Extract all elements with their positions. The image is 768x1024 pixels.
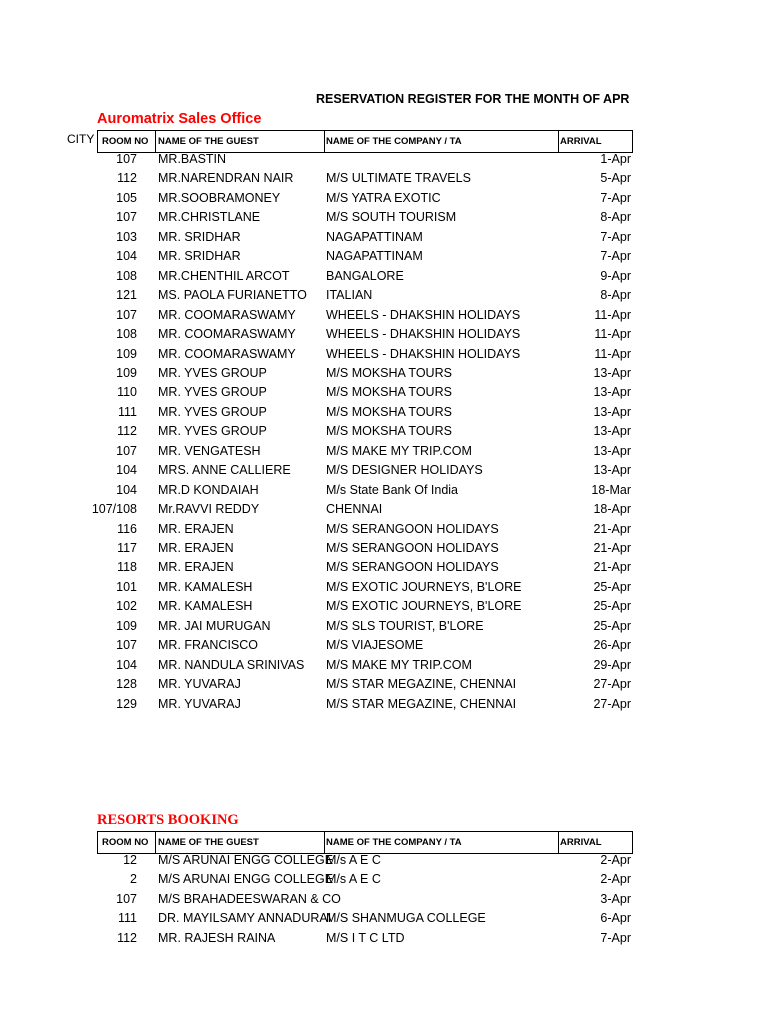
company-cell: M/S YATRA EXOTIC: [326, 190, 441, 205]
arrival-cell: 21-Apr: [593, 521, 631, 536]
arrival-cell: 7-Apr: [600, 930, 631, 945]
arrival-cell: 21-Apr: [593, 560, 631, 575]
table-row: [0, 891, 768, 911]
room-no-cell: 116: [117, 521, 137, 536]
table-row: [0, 930, 768, 950]
guest-name-cell: MR. KAMALESH: [158, 599, 253, 614]
guest-name-cell: M/S ARUNAI ENGG COLLEGE: [158, 872, 334, 887]
guest-name-cell: MRS. ANNE CALLIERE: [158, 463, 291, 478]
room-no-cell: 128: [116, 677, 137, 692]
company-cell: M/s State Bank Of India: [326, 482, 459, 497]
table-row: [0, 482, 768, 502]
room-no-cell: 111: [117, 911, 137, 926]
table-row: [0, 618, 768, 638]
table-row: [0, 384, 768, 404]
guest-name-cell: MR. FRANCISCO: [158, 638, 258, 653]
arrival-cell: 29-Apr: [593, 657, 631, 672]
arrival-cell: 13-Apr: [593, 385, 631, 400]
company-cell: M/S SERANGOON HOLIDAYS: [326, 560, 499, 575]
room-no-cell: 104: [116, 249, 137, 264]
header-arrival: ARRIVAL: [560, 136, 602, 147]
company-cell: ITALIAN: [326, 288, 373, 303]
company-cell: M/S SLS TOURIST, B'LORE: [326, 618, 484, 633]
room-no-cell: 101: [116, 579, 137, 594]
guest-name-cell: MR. YUVARAJ: [158, 696, 241, 711]
guest-name-cell: Mr.RAVVI REDDY: [158, 502, 260, 517]
guest-name-cell: MR. YUVARAJ: [158, 677, 241, 692]
room-no-cell: 117: [117, 541, 137, 555]
company-cell: M/S ULTIMATE TRAVELS: [326, 171, 471, 186]
room-no-cell: 104: [116, 482, 137, 497]
room-no-cell: 108: [116, 327, 137, 342]
arrival-cell: 13-Apr: [593, 463, 631, 478]
company-cell: M/S SOUTH TOURISM: [326, 210, 457, 225]
table-row: [0, 501, 768, 521]
city-table-header: [97, 130, 633, 153]
company-cell: M/s A E C: [326, 853, 381, 867]
table-row: [0, 598, 768, 618]
table-row: [0, 248, 768, 268]
guest-name-cell: MR. YVES GROUP: [158, 404, 267, 419]
guest-name-cell: M/S BRAHADEESWARAN & CO: [158, 891, 341, 906]
arrival-cell: 11-Apr: [594, 327, 631, 342]
guest-name-cell: MR. JAI MURUGAN: [158, 618, 271, 633]
company-cell: M/S MOKSHA TOURS: [326, 365, 452, 380]
table-row: [0, 404, 768, 424]
guest-name-cell: MR. SRIDHAR: [158, 249, 241, 264]
guest-name-cell: MR.NARENDRAN NAIR: [158, 171, 294, 186]
table-row: [0, 579, 768, 599]
arrival-cell: 13-Apr: [593, 443, 631, 458]
table-row: [0, 871, 768, 891]
company-cell: M/S EXOTIC JOURNEYS, B'LORE: [326, 599, 522, 614]
room-no-cell: 107: [116, 891, 137, 906]
table-row: [0, 307, 768, 327]
guest-name-cell: MR. COOMARASWAMY: [158, 327, 296, 342]
company-cell: M/S MOKSHA TOURS: [326, 385, 452, 400]
arrival-cell: 27-Apr: [593, 696, 631, 711]
guest-name-cell: MR. VENGATESH: [158, 443, 261, 458]
header-guest-name: NAME OF THE GUEST: [158, 136, 259, 147]
table-row: [0, 287, 768, 307]
table-row: [0, 326, 768, 346]
room-no-cell: 12: [123, 853, 137, 867]
room-no-cell: 121: [116, 288, 137, 303]
resorts-table-header: [97, 831, 633, 854]
arrival-cell: 25-Apr: [593, 599, 631, 614]
room-no-cell: 103: [116, 229, 137, 244]
company-cell: NAGAPATTINAM: [326, 249, 423, 264]
arrival-cell: 5-Apr: [600, 171, 631, 186]
room-no-cell: 118: [117, 560, 137, 575]
room-no-cell: 109: [116, 365, 137, 380]
company-cell: BANGALORE: [326, 268, 404, 283]
arrival-cell: 18-Apr: [593, 502, 631, 517]
table-row: [0, 190, 768, 210]
room-no-cell: 107: [116, 307, 137, 322]
room-no-cell: 109: [116, 346, 137, 361]
header-company: NAME OF THE COMPANY / TA: [326, 837, 462, 848]
table-row: [0, 521, 768, 541]
company-cell: M/S SERANGOON HOLIDAYS: [326, 541, 499, 555]
arrival-cell: 21-Apr: [593, 541, 631, 555]
arrival-cell: 6-Apr: [600, 911, 631, 926]
room-no-cell: 2: [130, 872, 137, 887]
guest-name-cell: MR.BASTIN: [158, 152, 227, 166]
table-row: [0, 852, 768, 872]
guest-name-cell: MR. RAJESH RAINA: [158, 930, 276, 945]
arrival-cell: 2-Apr: [600, 872, 631, 887]
arrival-cell: 7-Apr: [600, 229, 631, 244]
guest-name-cell: MR. SRIDHAR: [158, 229, 241, 244]
room-no-cell: 107: [116, 638, 137, 653]
table-row: [0, 365, 768, 385]
guest-name-cell: MR. NANDULA SRINIVAS: [158, 657, 305, 672]
company-cell: M/S STAR MEGAZINE, CHENNAI: [326, 677, 517, 692]
arrival-cell: 18-Mar: [591, 482, 631, 497]
company-cell: M/S I T C LTD: [326, 930, 405, 945]
office-title: Auromatrix Sales Office: [97, 111, 262, 127]
header-company: NAME OF THE COMPANY / TA: [326, 136, 462, 147]
room-no-cell: 109: [116, 618, 137, 633]
guest-name-cell: MR. KAMALESH: [158, 579, 253, 594]
room-no-cell: 107: [116, 152, 137, 166]
room-no-cell: 111: [117, 404, 137, 419]
company-cell: M/s A E C: [326, 872, 381, 887]
room-no-cell: 129: [116, 696, 137, 711]
table-row: [0, 657, 768, 677]
table-row: [0, 423, 768, 443]
room-no-cell: 107: [116, 210, 137, 225]
header-room-no: ROOM NO: [102, 837, 149, 848]
arrival-cell: 3-Apr: [600, 891, 631, 906]
table-row: [0, 346, 768, 366]
company-cell: M/S VIAJESOME: [326, 638, 424, 653]
company-cell: WHEELS - DHAKSHIN HOLIDAYS: [326, 327, 521, 342]
company-cell: NAGAPATTINAM: [326, 229, 423, 244]
company-cell: M/S DESIGNER HOLIDAYS: [326, 463, 483, 478]
room-no-cell: 104: [116, 657, 137, 672]
guest-name-cell: M/S ARUNAI ENGG COLLEGE: [158, 853, 334, 867]
room-no-cell: 110: [117, 385, 137, 400]
arrival-cell: 27-Apr: [593, 677, 631, 692]
table-row: [0, 151, 768, 171]
room-no-cell: 107: [116, 443, 137, 458]
arrival-cell: 2-Apr: [600, 853, 631, 867]
table-row: [0, 229, 768, 249]
arrival-cell: 8-Apr: [600, 288, 631, 303]
guest-name-cell: MR.CHRISTLANE: [158, 210, 261, 225]
table-row: [0, 637, 768, 657]
company-cell: M/S SERANGOON HOLIDAYS: [326, 521, 499, 536]
table-row: [0, 462, 768, 482]
arrival-cell: 9-Apr: [600, 268, 631, 283]
company-cell: WHEELS - DHAKSHIN HOLIDAYS: [326, 307, 521, 322]
page-title: RESERVATION REGISTER FOR THE MONTH OF APR: [316, 92, 630, 106]
room-no-cell: 112: [117, 171, 137, 186]
guest-name-cell: MR. ERAJEN: [158, 541, 234, 555]
table-row: [0, 559, 768, 579]
guest-name-cell: MR. ERAJEN: [158, 521, 234, 536]
room-no-cell: 105: [116, 190, 137, 205]
table-row: [0, 540, 768, 560]
arrival-cell: 7-Apr: [600, 249, 631, 264]
room-no-cell: 107/108: [91, 502, 137, 517]
company-cell: M/S SHANMUGA COLLEGE: [326, 911, 486, 926]
arrival-cell: 7-Apr: [600, 190, 631, 205]
arrival-cell: 11-Apr: [594, 346, 631, 361]
arrival-cell: 25-Apr: [593, 579, 631, 594]
arrival-cell: 13-Apr: [593, 365, 631, 380]
guest-name-cell: DR. MAYILSAMY ANNADURAI: [158, 911, 332, 926]
room-no-cell: 112: [117, 424, 137, 439]
room-no-cell: 104: [116, 463, 137, 478]
arrival-cell: 1-Apr: [600, 152, 631, 166]
company-cell: M/S MOKSHA TOURS: [326, 424, 452, 439]
arrival-cell: 26-Apr: [593, 638, 631, 653]
arrival-cell: 13-Apr: [593, 404, 631, 419]
guest-name-cell: MR.D KONDAIAH: [158, 482, 259, 497]
guest-name-cell: MR. COOMARASWAMY: [158, 346, 296, 361]
company-cell: M/S EXOTIC JOURNEYS, B'LORE: [326, 579, 522, 594]
room-no-cell: 102: [116, 599, 137, 614]
arrival-cell: 25-Apr: [593, 618, 631, 633]
guest-name-cell: MR. COOMARASWAMY: [158, 307, 296, 322]
table-row: [0, 676, 768, 696]
arrival-cell: 11-Apr: [594, 307, 631, 322]
table-row: [0, 268, 768, 288]
arrival-cell: 13-Apr: [593, 424, 631, 439]
company-cell: CHENNAI: [326, 502, 383, 517]
header-guest-name: NAME OF THE GUEST: [158, 837, 259, 848]
header-room-no: ROOM NO: [102, 136, 149, 147]
city-label: CITY: [67, 132, 95, 146]
arrival-cell: 8-Apr: [600, 210, 631, 225]
guest-name-cell: MR. YVES GROUP: [158, 424, 267, 439]
room-no-cell: 112: [117, 930, 137, 945]
company-cell: M/S MAKE MY TRIP.COM: [326, 443, 472, 458]
company-cell: M/S MOKSHA TOURS: [326, 404, 452, 419]
table-row: [0, 170, 768, 190]
table-row: [0, 910, 768, 930]
company-cell: M/S MAKE MY TRIP.COM: [326, 657, 472, 672]
guest-name-cell: MR. YVES GROUP: [158, 365, 267, 380]
guest-name-cell: MR.SOOBRAMONEY: [158, 190, 281, 205]
room-no-cell: 108: [116, 268, 137, 283]
resorts-title: RESORTS BOOKING: [97, 812, 239, 828]
header-arrival: ARRIVAL: [560, 837, 602, 848]
table-row: [0, 443, 768, 463]
company-cell: M/S STAR MEGAZINE, CHENNAI: [326, 696, 517, 711]
guest-name-cell: MS. PAOLA FURIANETTO: [158, 288, 307, 303]
table-row: [0, 696, 768, 716]
guest-name-cell: MR. YVES GROUP: [158, 385, 267, 400]
table-row: [0, 209, 768, 229]
company-cell: WHEELS - DHAKSHIN HOLIDAYS: [326, 346, 521, 361]
guest-name-cell: MR.CHENTHIL ARCOT: [158, 268, 290, 283]
guest-name-cell: MR. ERAJEN: [158, 560, 234, 575]
